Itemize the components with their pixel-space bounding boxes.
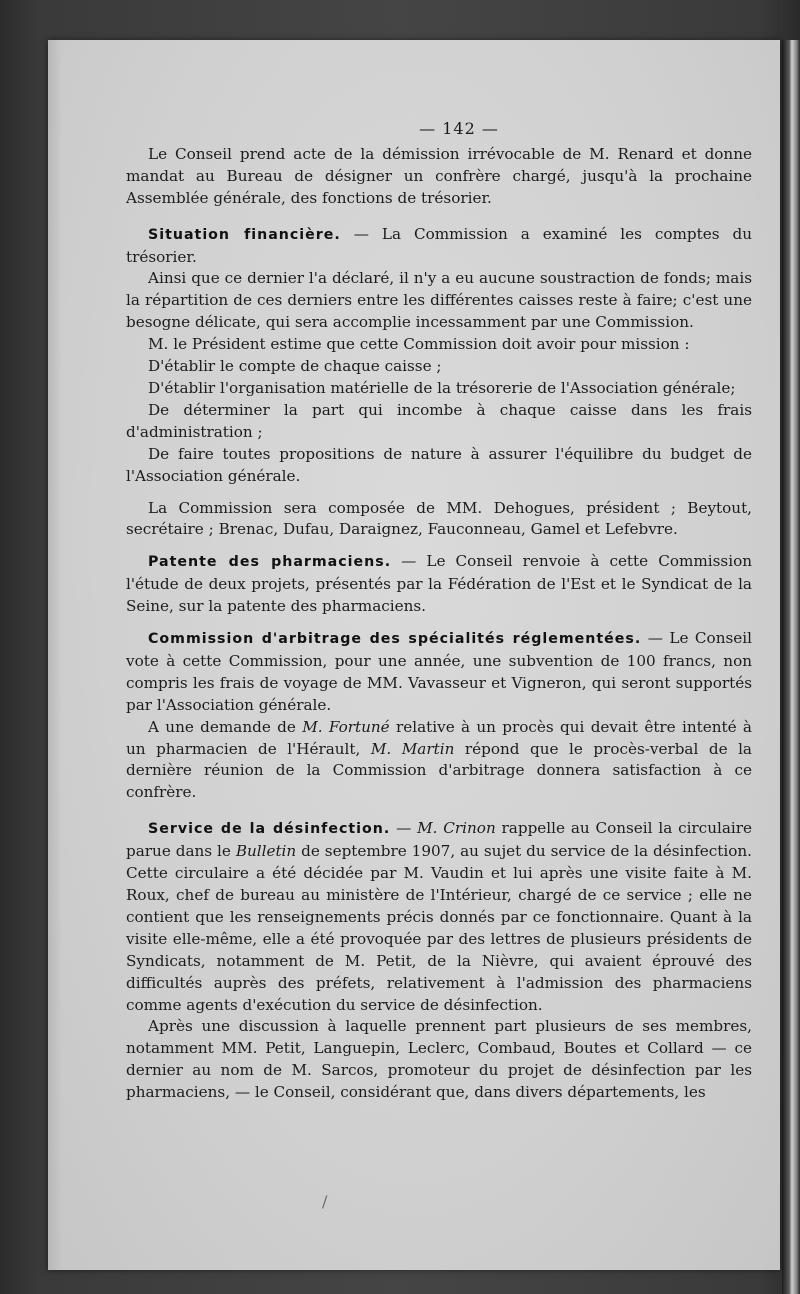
person-name-fortune: M. Fortuné — [302, 717, 390, 736]
section-heading-disinfection: Service de la désinfection. — [148, 821, 391, 838]
section-text-license: — Le Conseil renvoie à cette Commission l'étude de deux projets, présentés par la Fédération de l'Est et le Syndicat de la Seine, sur la patente des pharmaciens. — [126, 552, 752, 616]
paragraph-mission-item-1: D'établir le compte de chaque caisse ; — [148, 357, 442, 376]
section-text-arbitration: — Le Conseil vote à cette Commission, pour une année, une subvention de 100 francs, non compris les frais de voyage de MM. Vavasseur et Vigneron, qui seront supportés par l'Association générale. — [126, 629, 752, 714]
paragraph-treasurer-resignation: Le Conseil prend acte de la démission irrévocable de M. Renard et donne mandat au Bureau de désigner un confrère chargé, jusqu'à la prochaine Assemblée générale, des fonctions de trésorier. — [126, 144, 752, 207]
paragraph-commission-mission: M. le Président estime que cette Commission doit avoir pour mission : — [148, 335, 690, 354]
person-name-martin: M. Martin — [370, 739, 455, 758]
paragraph-herault-trial — [126, 717, 752, 805]
page-content — [126, 118, 752, 1104]
text-run: A une demande de — [148, 717, 303, 736]
page-edge — [48, 40, 62, 1270]
text-run: de septembre 1907, au sujet du service de la désinfection. Cette circulaire a été décidée par M. Vaudin et lui après une visite faite à M. Roux, chef de bureau au ministère de l'Intérieur, chargé de ce service ; elle ne contient que les renseignements précis donnés par ce fonctionnaire. Quant à la visite elle-même, elle a été provoquée par des lettres de plusieurs présidents de Syndicats, notamment de M. Petit, de la Nièvre, qui avaient éprouvé des difficultés auprès des préfets, relativement à l'admission des pharmaciens comme agents d'exécution du service de désinfection. — [126, 842, 752, 1014]
text-run: — — [390, 819, 418, 838]
section-text-financial: — La Commission a examiné les comptes du trésorier. — [126, 224, 752, 266]
section-financial-situation — [126, 224, 752, 269]
journal-title-bulletin: Bulletin — [235, 842, 297, 861]
section-disinfection-service — [126, 818, 752, 1016]
section-heading-financial: Situation financière. — [148, 226, 341, 243]
section-arbitration-commission — [126, 628, 752, 717]
section-heading-license: Patente des pharmaciens. — [148, 554, 392, 571]
text-run: répond que le procès-verbal de la dernière réunion de la Commission d'arbitrage donnera satisfaction à ce confrère. — [126, 739, 752, 802]
paragraph-disinfection-discussion: Après une discussion à laquelle prennent part plusieurs de ses membres, notamment MM. Petit, Languepin, Leclerc, Combaud, Boutes et Collard — ce dernier au nom de M. Sarcos, promoteur du projet de désinfection par les pharmaciens, — le Conseil, considérant que, dans divers départements, les — [126, 1017, 752, 1102]
paragraph-mission-item-4: De faire toutes propositions de nature à assurer l'équilibre du budget de l'Association générale. — [126, 444, 752, 485]
binding-edge — [782, 40, 800, 1294]
text-run: relative à un procès qui devait être intenté à un pharmacien de l'Hérault, — [126, 717, 752, 758]
section-pharmacist-license — [126, 551, 752, 618]
person-name-crinon: M. Crinon — [417, 819, 496, 838]
section-heading-arbitration: Commission d'arbitrage des spécialités réglementées. — [148, 631, 642, 648]
page-number: — 142 — — [419, 119, 499, 138]
paragraph-no-embezzlement: Ainsi que ce dernier l'a déclaré, il n'y a eu aucune soustraction de fonds; mais la répartition de ces derniers entre les différentes caisses reste à faire; c'est une besogne délicate, qui sera accomplie incessamment par une Commission. — [126, 269, 752, 332]
text-run: rappelle au Conseil la circulaire parue dans le — [126, 819, 752, 861]
paragraph-mission-item-2: D'établir l'organisation matérielle de la trésorerie de l'Association générale; — [148, 378, 736, 397]
pencil-mark: / — [322, 1192, 328, 1211]
paragraph-commission-members: La Commission sera composée de MM. Dehogues, président ; Beytout, secrétaire ; Brenac, Dufau, Daraignez, Fauconneau, Gamel et Lefebvre. — [126, 498, 752, 539]
paragraph-mission-item-3: De déterminer la part qui incombe à chaque caisse dans les frais d'administration ; — [126, 400, 752, 441]
